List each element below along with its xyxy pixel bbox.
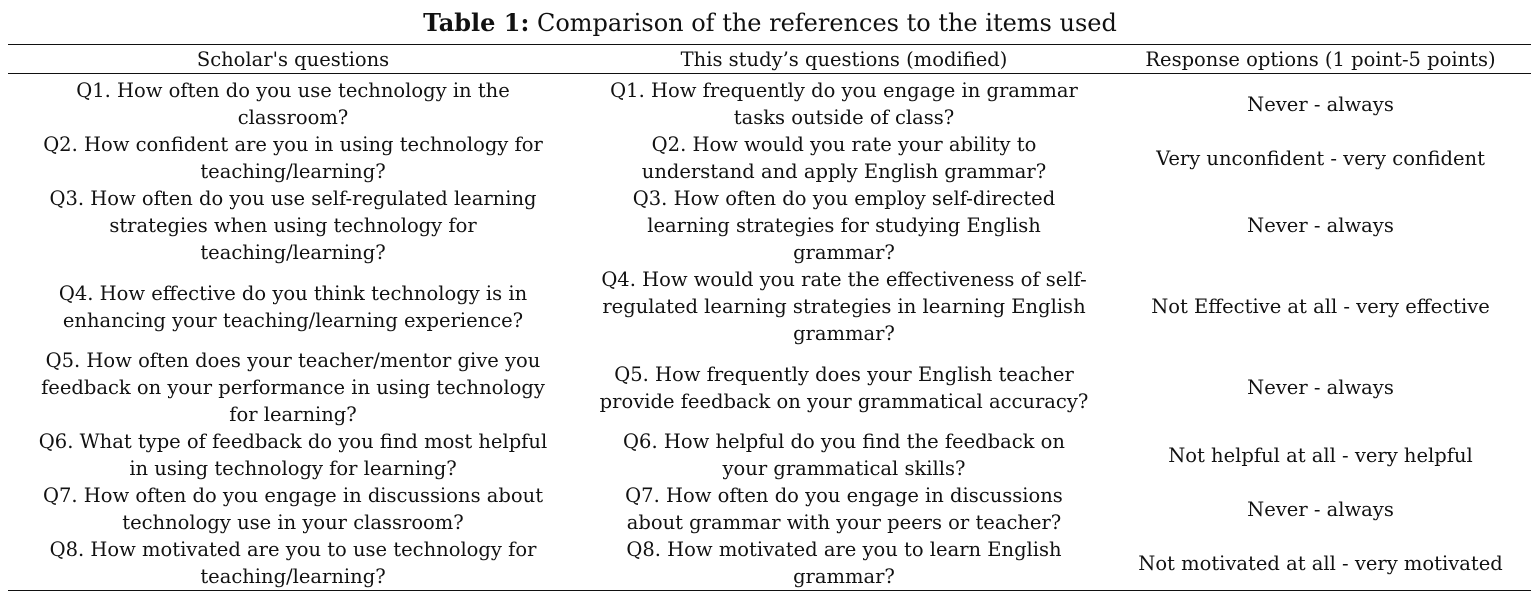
comparison-table [8,44,1531,591]
header-study-questions: This study’s questions (modified) [680,48,1008,71]
table-row [8,74,1531,132]
study-question-cell: Q3. How often do you employ self-directed learning strategies for studying English grammar? [632,187,1056,264]
response-options-cell: Never - always [1247,92,1394,116]
scholar-question-cell: Q5. How often does your teacher/mentor give you feedback on your performance in using technology for learning? [41,349,545,426]
scholar-question-cell: Q2. How confident are you in using technology for teaching/learning? [43,133,543,183]
study-question-cell: Q7. How often do you engage in discussions about grammar with your peers or teacher? [625,484,1063,534]
study-question-cell: Q2. How would you rate your ability to understand and apply English grammar? [641,133,1047,183]
table-row [8,428,1531,482]
table-row [8,482,1531,536]
scholar-question-cell: Q1. How often do you use technology in the classroom? [76,79,510,129]
study-question-cell: Q4. How would you rate the effectiveness of self-regulated learning strategies in learning English grammar? [601,268,1087,345]
table-caption [0,8,1540,38]
scholar-question-cell: Q8. How motivated are you to use technology for teaching/learning? [49,538,537,588]
scholar-question-cell: Q4. How effective do you think technology is in enhancing your teaching/learning experience? [58,281,528,332]
table-caption-text: Comparison of the references to the items used [529,9,1117,37]
table-row [8,131,1531,185]
study-question-cell: Q8. How motivated are you to learn English grammar? [626,538,1062,588]
response-options-cell: Never - always [1247,214,1394,237]
response-options-cell: Never - always [1247,497,1394,521]
table-caption-label: Table 1: [423,8,530,37]
response-options-cell: Not Effective at all - very effective [1151,295,1490,318]
response-options-cell: Very unconfident - very confident [1156,146,1485,170]
response-options-cell: Never - always [1247,376,1394,399]
study-question-cell: Q1. How frequently do you engage in grammar tasks outside of class? [610,79,1078,129]
header-response-options: Response options (1 point-5 points) [1145,48,1496,71]
response-options-cell: Not helpful at all - very helpful [1168,443,1473,467]
header-scholar-questions: Scholar's questions [196,48,390,71]
table-row [8,185,1531,266]
scholar-question-cell: Q6. What type of feedback do you find most helpful in using technology for learning? [38,430,548,480]
scholar-question-cell: Q3. How often do you use self-regulated learning strategies when using technology for teaching/learning? [49,187,537,264]
scholar-question-cell: Q7. How often do you engage in discussions about technology use in your classroom? [42,484,544,534]
table-header-row [8,45,1531,74]
table-row [8,347,1531,428]
table-row [8,536,1531,591]
study-question-cell: Q5. How frequently does your English teacher provide feedback on your grammatical accuracy? [599,362,1089,413]
study-question-cell: Q6. How helpful do you find the feedback on your grammatical skills? [623,430,1065,480]
response-options-cell: Not motivated at all - very motivated [1138,551,1503,575]
table-row [8,266,1531,347]
